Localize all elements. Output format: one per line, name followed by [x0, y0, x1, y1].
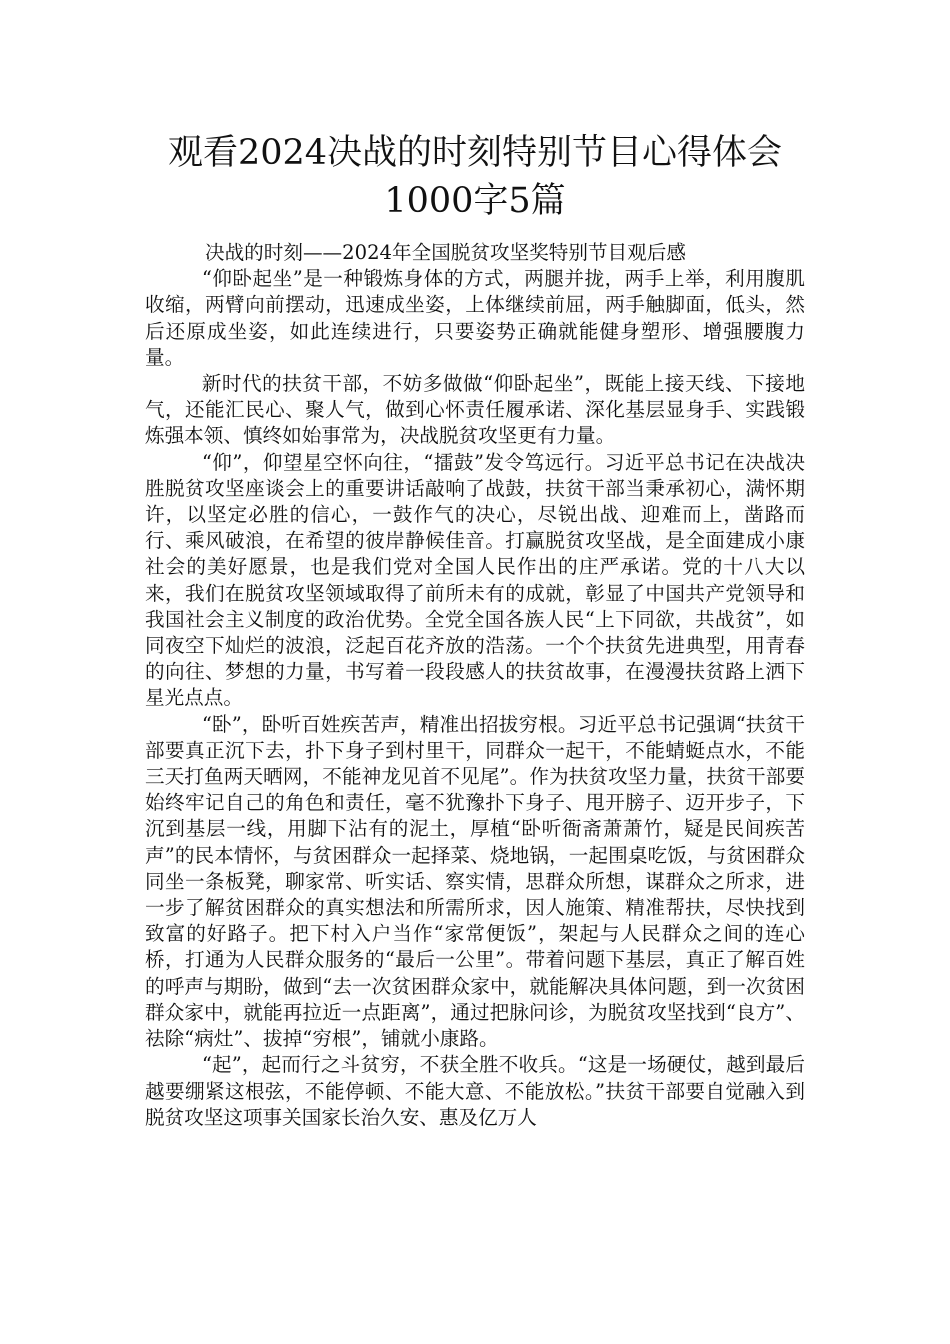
document-title-line-2: 1000字5篇 — [384, 181, 566, 221]
paragraph-5: “起”，起而行之斗贫穷，不获全胜不收兵。“这是一场硬仗，越到最后越要绷紧这根弦，不能停顿、不能大意、不能放松。”扶贫干部要自觉融入到脱贫攻坚这项事关国家长治久安、惠及亿万人 — [145, 1053, 805, 1129]
document-body — [145, 240, 805, 1131]
paragraph-1: “仰卧起坐”是一种锻炼身体的方式，两腿并拢，两手上举，利用腹肌收缩，两臂向前摆动，迅速成坐姿，上体继续前屈，两手触脚面，低头，然后还原成坐姿，如此连续进行，只要姿势正确就能健身塑形、增强腰腹力量。 — [145, 267, 805, 369]
paragraph-4: “卧”，卧听百姓疾苦声，精准出招拔穷根。习近平总书记强调“扶贫干部要真正沉下去，扑下身子到村里干，同群众一起干，不能蜻蜓点水，不能三天打鱼两天晒网，不能神龙见首不见尾”。作为扶贫攻坚力量，扶贫干部要始终牢记自己的角色和责任，毫不犹豫扑下身子、甩开膀子、迈开步子，下沉到基层一线，用脚下沾有的泥土，厚植“卧听衙斋萧萧竹，疑是民间疾苦声”的民本情怀，与贫困群众一起择菜、烧地锅，一起围桌吃饭，与贫困群众同坐一条板凳，聊家常、听实话、察实情，思群众所想，谋群众之所求，进一步了解贫困群众的真实想法和所需所求，因人施策、精准帮扶，尽快找到致富的好路子。把下村入户当作“家常便饭”，架起与人民群众之间的连心桥，打通为人民群众服务的“最后一公里”。带着问题下基层，真正了解百姓的呼声与期盼，做到“去一次贫困群众家中，就能解决具体问题，到一次贫困群众家中，就能再拉近一点距离”，通过把脉问诊，为脱贫攻坚找到“良方”、祛除“病灶”、拔掉“穷根”，铺就小康路。 — [145, 712, 805, 1051]
paragraph-3: “仰”，仰望星空怀向往，“擂鼓”发令笃远行。习近平总书记在决战决胜脱贫攻坚座谈会上的重要讲话敲响了战鼓，扶贫干部当秉承初心，满怀期许，以坚定必胜的信心，一鼓作气的决心，尽锐出战、迎难而上，凿路而行、乘风破浪，在希望的彼岸静候佳音。打赢脱贫攻坚战，是全面建成小康社会的美好愿景，也是我们党对全国人民作出的庄严承诺。党的十八大以来，我们在脱贫攻坚领域取得了前所未有的成就，彰显了中国共产党领导和我国社会主义制度的政治优势。全党全国各族人民“上下同欲，共战贫”，如同夜空下灿烂的波浪，泛起百花齐放的浩荡。一个个扶贫先进典型，用青春的向往、梦想的力量，书写着一段段感人的扶贫故事，在漫漫扶贫路上洒下星光点点。 — [145, 450, 805, 710]
paragraph-2: 新时代的扶贫干部，不妨多做做“仰卧起坐”，既能上接天线、下接地气，还能汇民心、聚人气，做到心怀责任履承诺、深化基层显身手、实践锻炼强本领、慎终如始事常为，决战脱贫攻坚更有力量。 — [145, 372, 805, 448]
document-title-line-1: 观看2024决战的时刻特别节目心得体会 — [167, 133, 783, 173]
document-subtitle: 决战的时刻——2024年全国脱贫攻坚奖特别节目观后感 — [205, 241, 686, 264]
